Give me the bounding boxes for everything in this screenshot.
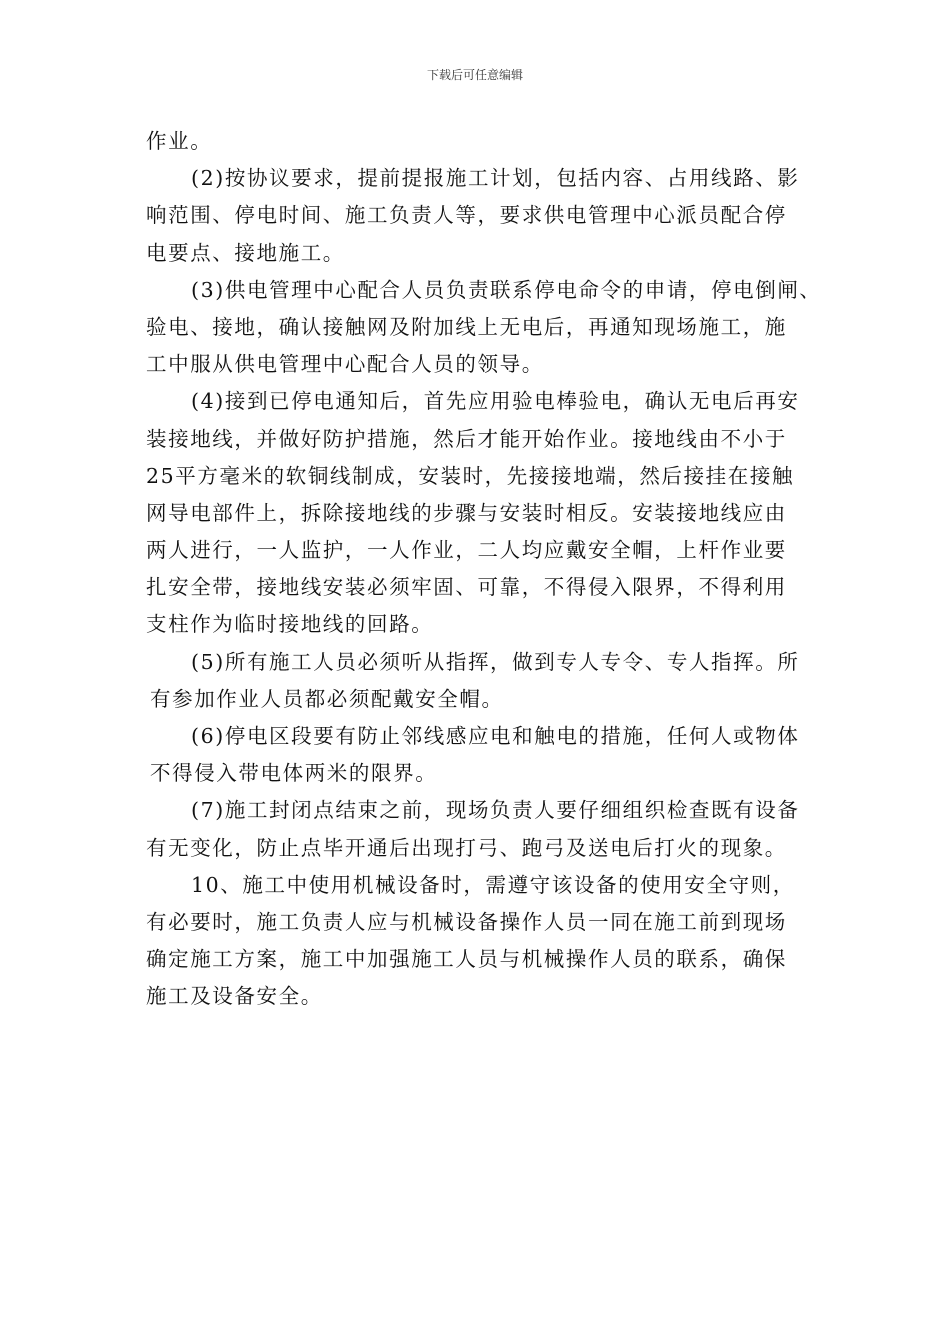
text-line: 支柱作为临时接地线的回路。 <box>146 612 434 637</box>
text-line: 施工及设备安全。 <box>146 984 323 1009</box>
text-line: 10、施工中使用机械设备时，需遵守该设备的使用安全守则， <box>191 872 795 897</box>
document-body <box>146 123 822 1016</box>
text-line: 25平方毫米的软铜线制成，安装时，先接接地端，然后接挂在接触 <box>146 463 795 488</box>
text-line: 作业。 <box>146 129 213 153</box>
text-line: (2)按协议要求，提前提报施工计划，包括内容、占用线路、影 <box>191 166 800 191</box>
text-line: (7)施工封闭点结束之前，现场负责人要仔细组织检查既有设备 <box>191 798 800 823</box>
text-line: (6)停电区段要有防止邻线感应电和触电的措施，任何人或物体 <box>191 724 800 748</box>
text-line: 工中服从供电管理中心配合人员的领导。 <box>146 352 544 377</box>
text-line: 不得侵入带电体两米的限界。 <box>150 761 438 786</box>
text-line: (5)所有施工人员必须听从指挥，做到专人专令、专人指挥。所 <box>191 649 800 674</box>
text-line: 有无变化，防止点毕开通后出现打弓、跑弓及送电后打火的现象。 <box>146 835 787 860</box>
text-line: (3)供电管理中心配合人员负责联系停电命令的申请，停电倒闸、 <box>191 277 822 302</box>
text-line: 网导电部件上，拆除接地线的步骤与安装时相反。安装接地线应由 <box>146 500 787 525</box>
text-line: 扎安全带，接地线安装必须牢固、可靠，不得侵入限界，不得利用 <box>146 575 787 600</box>
text-line: 验电、接地，确认接触网及附加线上无电后，再通知现场施工，施 <box>146 314 787 339</box>
text-line: 电要点、接地施工。 <box>146 240 345 265</box>
text-line: 响范围、停电时间、施工负责人等，要求供电管理中心派员配合停 <box>146 203 787 228</box>
text-line: 两人进行，一人监护，一人作业，二人均应戴安全帽，上杆作业要 <box>146 538 787 563</box>
text-line: 装接地线，并做好防护措施，然后才能开始作业。接地线由不小于 <box>146 426 787 451</box>
text-line: 确定施工方案，施工中加强施工人员与机械操作人员的联系，确保 <box>146 947 787 972</box>
text-line: 有参加作业人员都必须配戴安全帽。 <box>150 686 504 711</box>
text-line: (4)接到已停电通知后，首先应用验电棒验电，确认无电后再安 <box>191 389 800 414</box>
text-line: 有必要时，施工负责人应与机械设备操作人员一同在施工前到现场 <box>146 909 787 934</box>
page-header: 下载后可任意编辑 <box>426 68 523 82</box>
